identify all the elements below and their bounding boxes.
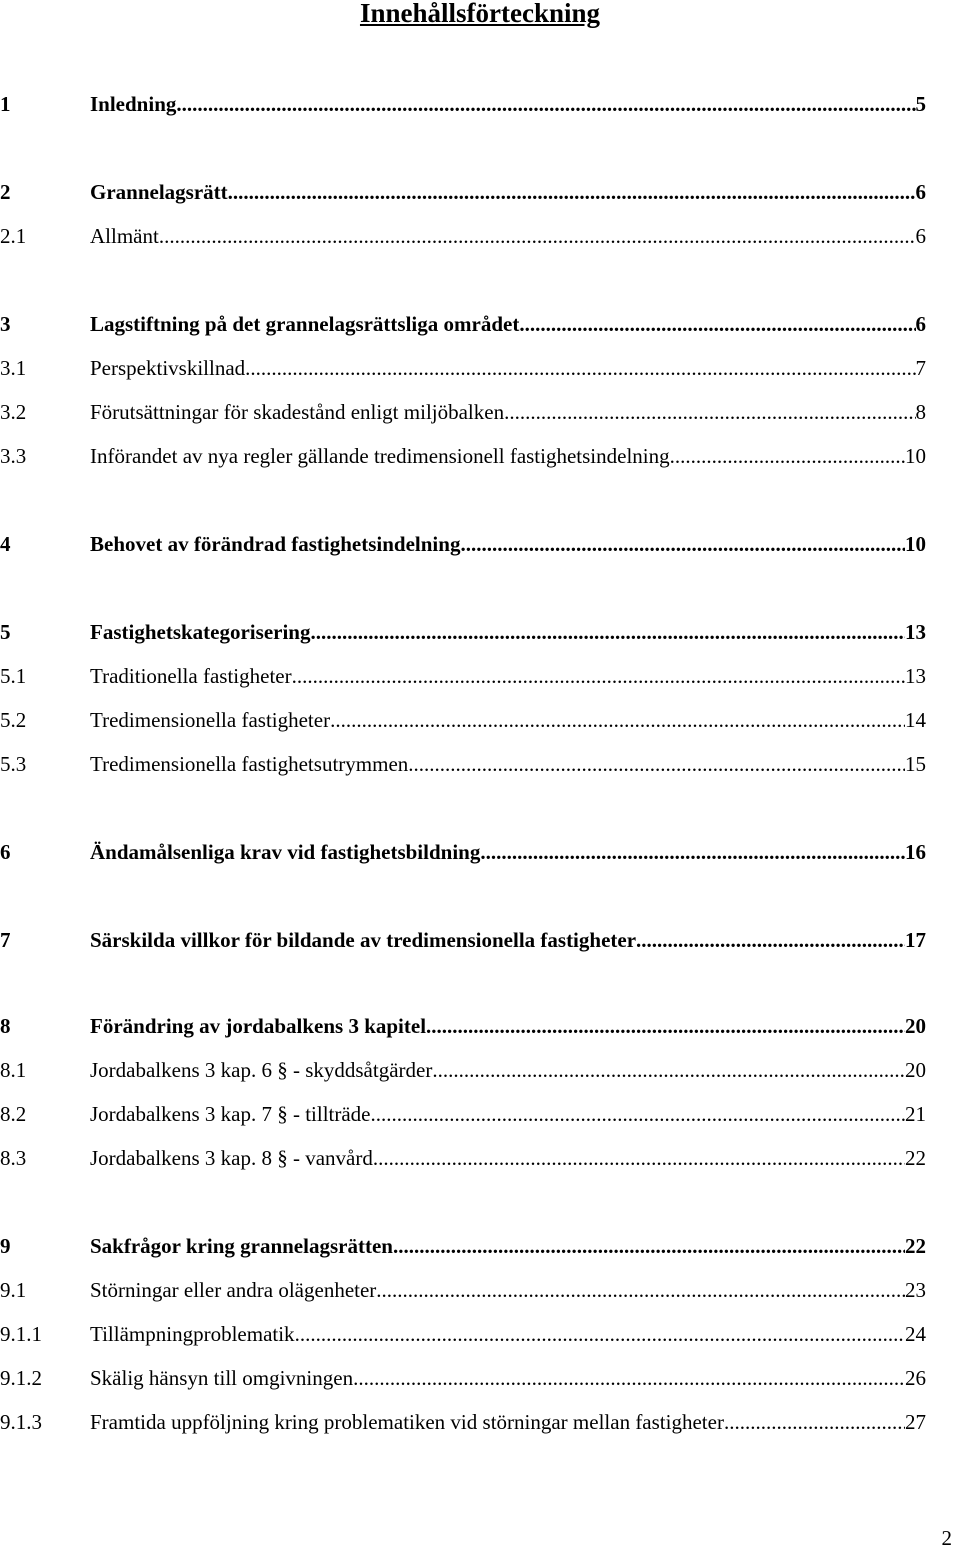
toc-dot-leader (460, 530, 905, 558)
toc-entry-number: 5.3 (0, 752, 27, 776)
toc-entry-number: 8.2 (0, 1102, 27, 1126)
toc-dot-leader (426, 1012, 905, 1040)
toc-entry-title: Jordabalkens 3 kap. 8 § - vanvård (90, 1146, 373, 1170)
toc-entry-page: 22 (905, 1146, 926, 1170)
toc-entry[interactable] (0, 222, 926, 250)
toc-entry-page: 10 (905, 444, 926, 468)
toc-entry-title: Särskilda villkor för bildande av tredimensionella fastigheter (90, 928, 637, 952)
page-title: Innehållsförteckning (359, 0, 601, 28)
toc-entry-number: 3 (0, 312, 11, 336)
toc-entry[interactable] (0, 706, 926, 734)
toc-entry-page: 27 (905, 1410, 926, 1434)
toc-entry[interactable] (0, 1100, 926, 1128)
toc-entry-number: 6 (0, 840, 11, 864)
toc-entry-title: Införandet av nya regler gällande tredimensionell fastighetsindelning (90, 444, 670, 468)
toc-entry-page: 21 (905, 1102, 926, 1126)
toc-entry-title: Behovet av förändrad fastighetsindelning (90, 532, 461, 556)
toc-entry[interactable] (0, 618, 926, 646)
toc-entry-number: 8 (0, 1014, 11, 1038)
toc-dot-leader (670, 442, 905, 470)
toc-dot-leader (519, 310, 915, 338)
toc-dot-leader (480, 838, 905, 866)
toc-entry[interactable] (0, 1364, 926, 1392)
toc-entry-number: 5.2 (0, 708, 27, 732)
toc-dot-leader (330, 706, 905, 734)
toc-dot-leader (432, 1056, 905, 1084)
toc-entry-page: 13 (905, 664, 926, 688)
toc-entry[interactable] (0, 1232, 926, 1260)
toc-entry-page: 24 (905, 1322, 926, 1346)
toc-dot-leader (408, 750, 905, 778)
page-number: 2 (941, 1526, 952, 1550)
toc-dot-leader (295, 1320, 905, 1348)
toc-entry-title: Jordabalkens 3 kap. 7 § - tillträde (90, 1102, 371, 1126)
toc-dot-leader (353, 1364, 905, 1392)
toc-entry-title: Sakfrågor kring grannelagsrätten (90, 1234, 393, 1258)
toc-entry-number: 9.1.2 (0, 1366, 42, 1390)
toc-entry-number: 8.3 (0, 1146, 27, 1170)
toc-entry-title: Inledning (90, 92, 177, 116)
toc-entry[interactable] (0, 662, 926, 690)
toc-entry-page: 13 (905, 620, 926, 644)
toc-entry[interactable] (0, 750, 926, 778)
toc-entry[interactable] (0, 1144, 926, 1172)
toc-entry-page: 20 (905, 1014, 926, 1038)
toc-dot-leader (159, 222, 916, 250)
toc-entry[interactable] (0, 1012, 926, 1040)
toc-entry-title: Förutsättningar för skadestånd enligt miljöbalken (90, 400, 505, 424)
toc-entry-title: Skälig hänsyn till omgivningen (90, 1366, 354, 1390)
toc-entry-number: 3.1 (0, 356, 27, 380)
toc-entry-number: 8.1 (0, 1058, 27, 1082)
toc-dot-leader (376, 1276, 905, 1304)
toc-entry-page: 5 (915, 92, 926, 116)
toc-entry-title: Tredimensionella fastighetsutrymmen (90, 752, 409, 776)
toc-entry[interactable] (0, 354, 926, 382)
toc-entry[interactable] (0, 926, 926, 954)
toc-dot-leader (310, 618, 905, 646)
toc-dot-leader (393, 1232, 905, 1260)
toc-entry-page: 16 (905, 840, 926, 864)
toc-entry-number: 4 (0, 532, 11, 556)
toc-entry[interactable] (0, 1276, 926, 1304)
toc-entry[interactable] (0, 1320, 926, 1348)
toc-entry-title: Tillämpningproblematik (90, 1322, 295, 1346)
toc-entry[interactable] (0, 90, 926, 118)
toc-entry-number: 2.1 (0, 224, 27, 248)
toc-entry-title: Perspektivskillnad (90, 356, 246, 380)
toc-entry-page: 26 (905, 1366, 926, 1390)
toc-entry-title: Framtida uppföljning kring problematiken vid störningar mellan fastigheter (90, 1410, 724, 1434)
toc-dot-leader (371, 1100, 905, 1128)
toc-entry-title: Jordabalkens 3 kap. 6 § - skyddsåtgärder (90, 1058, 433, 1082)
toc-entry-number: 3.2 (0, 400, 27, 424)
toc-entry-page: 23 (905, 1278, 926, 1302)
toc-entry-title: Tredimensionella fastigheter (90, 708, 331, 732)
toc-dot-leader (636, 926, 905, 954)
toc-dot-leader (504, 398, 915, 426)
toc-dot-leader (724, 1408, 905, 1436)
toc-entry-title: Grannelagsrätt (90, 180, 228, 204)
toc-entry-number: 7 (0, 928, 11, 952)
toc-entry-page: 22 (905, 1234, 926, 1258)
toc-dot-leader (176, 90, 915, 118)
toc-entry-number: 9 (0, 1234, 11, 1258)
toc-entry[interactable] (0, 838, 926, 866)
toc-entry-page: 15 (905, 752, 926, 776)
toc-entry-page: 6 (915, 180, 926, 204)
toc-entry-number: 5.1 (0, 664, 27, 688)
toc-entry[interactable] (0, 1056, 926, 1084)
toc-entry-title: Traditionella fastigheter (90, 664, 292, 688)
toc-entry-page: 14 (905, 708, 926, 732)
toc-entry-page: 17 (905, 928, 926, 952)
toc-dot-leader (373, 1144, 905, 1172)
toc-entry[interactable] (0, 398, 926, 426)
toc-entry-number: 5 (0, 620, 11, 644)
toc-dot-leader (228, 178, 916, 206)
toc-entry-number: 2 (0, 180, 11, 204)
toc-entry-title: Fastighetskategorisering (90, 620, 311, 644)
toc-entry-page: 20 (905, 1058, 926, 1082)
toc-entry-number: 9.1.1 (0, 1322, 42, 1346)
toc-entry-title: Allmänt (90, 224, 159, 248)
toc-entry-title: Förändring av jordabalkens 3 kapitel (90, 1014, 427, 1038)
toc-entry-title: Lagstiftning på det grannelagsrättsliga området (90, 312, 520, 336)
toc-dot-leader (292, 662, 905, 690)
toc-entry[interactable] (0, 1408, 926, 1436)
toc-entry-title: Ändamålsenliga krav vid fastighetsbildning (90, 840, 481, 864)
toc-entry-number: 9.1.3 (0, 1410, 42, 1434)
toc-entry[interactable] (0, 178, 926, 206)
toc-entry[interactable] (0, 530, 926, 558)
toc-entry-page: 6 (915, 224, 926, 248)
toc-dot-leader (245, 354, 915, 382)
toc-entry[interactable] (0, 310, 926, 338)
toc-entry-page: 10 (905, 532, 926, 556)
toc-entry-page: 7 (915, 356, 926, 380)
toc-entry-title: Störningar eller andra olägenheter (90, 1278, 377, 1302)
toc-entry[interactable] (0, 442, 926, 470)
toc-entry-page: 8 (915, 400, 926, 424)
toc-entry-number: 1 (0, 92, 11, 116)
toc-entry-number: 9.1 (0, 1278, 27, 1302)
toc-entry-page: 6 (915, 312, 926, 336)
toc-entry-number: 3.3 (0, 444, 27, 468)
